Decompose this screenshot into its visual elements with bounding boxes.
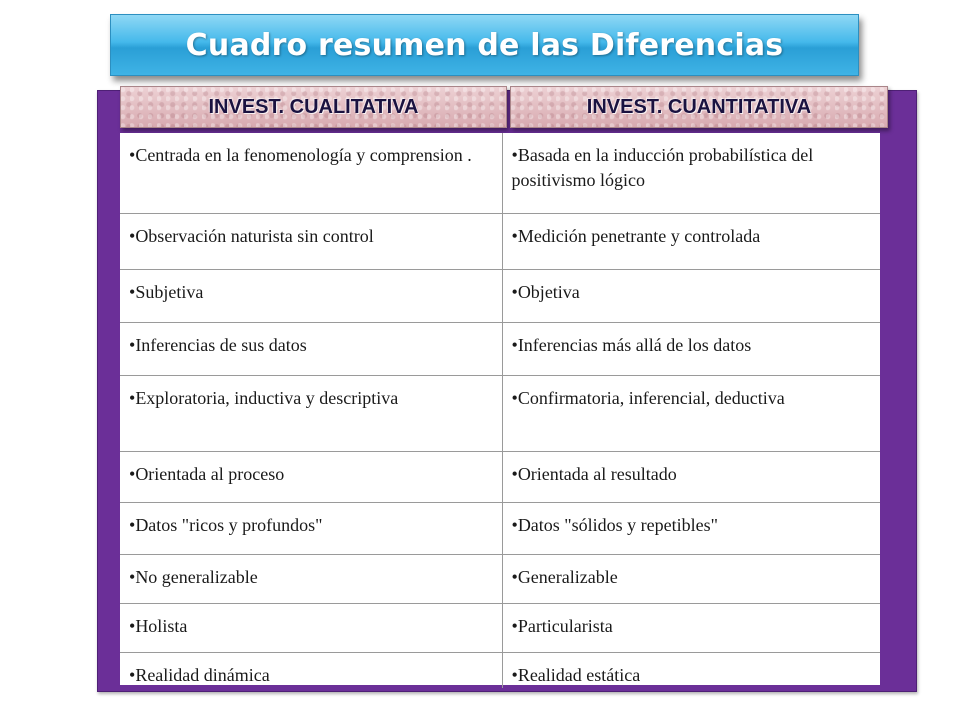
cell-text: • Datos "ricos y profundos" — [129, 515, 322, 535]
cell-text: • Realidad dinámica — [129, 665, 270, 685]
cell-text: • Inferencias más allá de los datos — [512, 335, 752, 355]
table-row — [120, 451, 880, 502]
cell-cualitativa — [120, 269, 502, 322]
comparison-table-area — [120, 133, 880, 685]
cell-text: • Confirmatoria, inferencial, deductiva — [512, 388, 785, 408]
cell-cualitativa — [120, 451, 502, 502]
cell-cuantitativa — [502, 269, 880, 322]
cell-text: • Medición penetrante y controlada — [512, 226, 761, 246]
cell-cualitativa — [120, 603, 502, 652]
cell-cuantitativa — [502, 375, 880, 451]
table-row — [120, 652, 880, 688]
cell-text: • Realidad estática — [512, 665, 641, 685]
header-cualitativa — [120, 86, 507, 128]
table-row — [120, 322, 880, 375]
cell-cualitativa — [120, 133, 502, 213]
cell-text: • Centrada en la fenomenología y comprension . — [129, 145, 472, 165]
comparison-table — [120, 133, 880, 688]
cell-text: • Subjetiva — [129, 282, 203, 302]
cell-text: • Observación naturista sin control — [129, 226, 374, 246]
cell-cuantitativa — [502, 502, 880, 554]
table-row — [120, 603, 880, 652]
cell-cualitativa — [120, 213, 502, 269]
cell-text: • Basada en la inducción probabilística del positivismo lógico — [512, 145, 814, 190]
table-row — [120, 554, 880, 603]
cell-cuantitativa — [502, 133, 880, 213]
cell-text: • Datos "sólidos y repetibles" — [512, 515, 718, 535]
cell-cualitativa — [120, 652, 502, 688]
cell-text: • Holista — [129, 616, 187, 636]
cell-text: • Orientada al resultado — [512, 464, 677, 484]
table-row — [120, 133, 880, 213]
cell-text: • Orientada al proceso — [129, 464, 284, 484]
table-row — [120, 375, 880, 451]
cell-text: • Exploratoria, inductiva y descriptiva — [129, 388, 398, 408]
cell-cualitativa — [120, 375, 502, 451]
header-cuantitativa — [510, 86, 888, 128]
table-row — [120, 269, 880, 322]
table-row — [120, 502, 880, 554]
table-row — [120, 213, 880, 269]
cell-text: • No generalizable — [129, 567, 258, 587]
title-banner — [110, 14, 859, 76]
page-title: Cuadro resumen de las Diferencias — [185, 27, 784, 63]
cell-cuantitativa — [502, 322, 880, 375]
cell-cualitativa — [120, 554, 502, 603]
cell-cuantitativa — [502, 603, 880, 652]
cell-cualitativa — [120, 322, 502, 375]
cell-text: • Inferencias de sus datos — [129, 335, 307, 355]
header-cuantitativa-label: INVEST. CUANTITATIVA — [586, 95, 812, 118]
cell-cuantitativa — [502, 213, 880, 269]
cell-text: • Particularista — [512, 616, 613, 636]
cell-text: • Objetiva — [512, 282, 580, 302]
header-cualitativa-label: INVEST. CUALITATIVA — [208, 95, 419, 118]
cell-text: • Generalizable — [512, 567, 618, 587]
cell-cuantitativa — [502, 451, 880, 502]
cell-cuantitativa — [502, 554, 880, 603]
cell-cualitativa — [120, 502, 502, 554]
cell-cuantitativa — [502, 652, 880, 688]
